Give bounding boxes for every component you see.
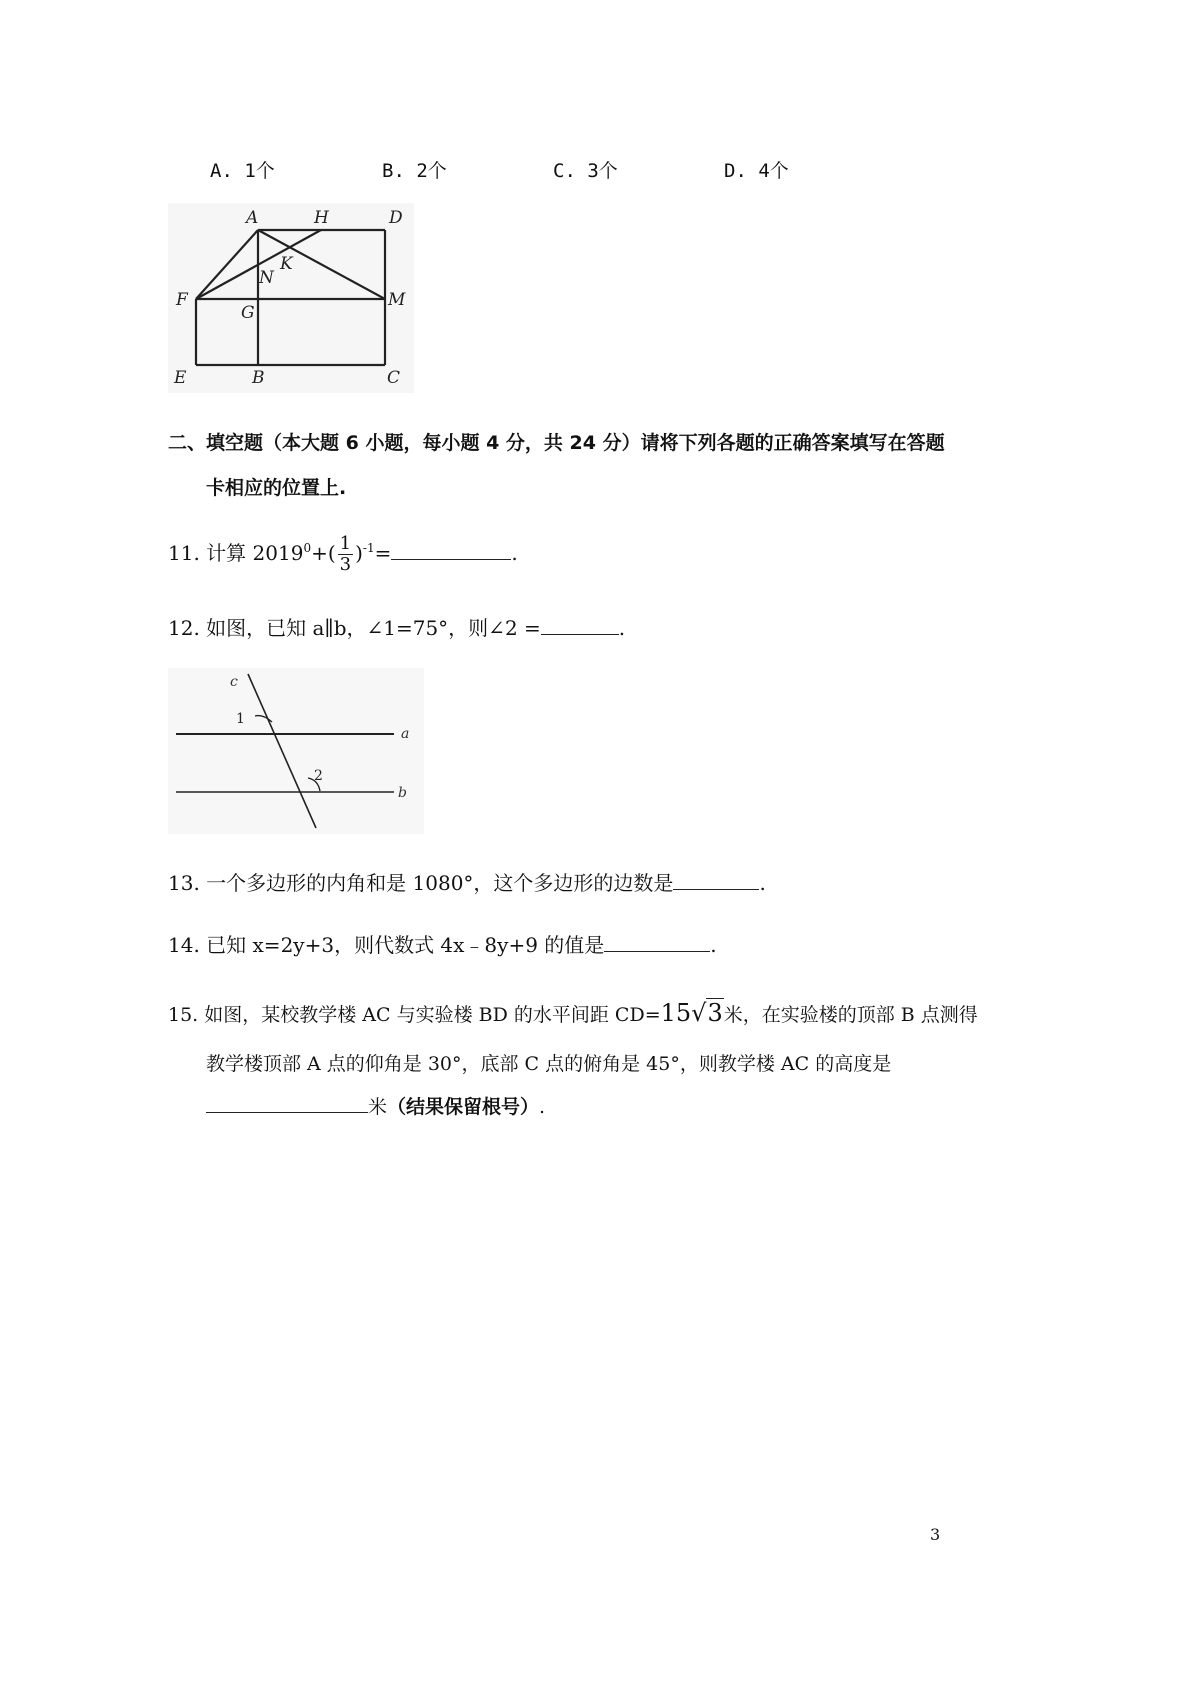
geometry-figure-rectangles	[168, 203, 414, 393]
q13-number: 13.	[168, 871, 200, 895]
q12-period: .	[618, 616, 626, 640]
q12-number: 12.	[168, 616, 200, 640]
q11-close-paren: )	[355, 540, 363, 565]
label-line-c: c	[230, 674, 238, 690]
q13-text: 一个多边形的内角和是 1080°，这个多边形的边数是	[206, 871, 674, 895]
section-heading-line2: 卡相应的位置上.	[206, 477, 347, 499]
label-H: H	[314, 208, 329, 228]
q15-period: .	[539, 1096, 546, 1118]
label-D: D	[389, 208, 403, 228]
label-line-b: b	[398, 785, 407, 801]
q12-answer-blank[interactable]	[541, 616, 619, 635]
q14-answer-blank[interactable]	[604, 933, 710, 952]
q11-text: 计算 2019	[206, 540, 304, 565]
label-A: A	[246, 208, 259, 228]
option-d: D. 4个	[724, 160, 789, 182]
label-G: G	[241, 303, 255, 323]
question-14	[168, 929, 717, 958]
q15-text2: 米，在实验楼的顶部 B 点测得	[723, 1004, 978, 1026]
q15-radical-expression: 15√3	[660, 999, 723, 1027]
q11-answer-blank[interactable]	[391, 541, 511, 560]
q14-text: 已知 x=2y+3，则代数式 4x﹣8y+9 的值是	[206, 933, 605, 957]
question-12	[168, 612, 625, 641]
q11-exponent-zero: 0	[303, 541, 312, 556]
option-c: C. 3个	[553, 160, 618, 182]
q11-open-paren: +(	[311, 540, 336, 565]
q15-answer-blank[interactable]	[206, 1094, 368, 1113]
q15-coefficient: 15	[660, 999, 692, 1027]
q11-equals: =	[374, 540, 392, 565]
q14-period: .	[710, 933, 717, 957]
label-B: B	[252, 368, 265, 388]
question-15-line1	[168, 999, 978, 1027]
option-a: A. 1个	[210, 160, 275, 182]
label-angle-1: 1	[236, 711, 245, 727]
question-15-line3	[206, 1092, 545, 1119]
q12-text: 如图，已知 a∥b，∠1=75°，则∠2 =	[206, 616, 541, 640]
question-13	[168, 867, 766, 896]
label-angle-2: 2	[314, 768, 323, 784]
q13-period: .	[759, 871, 766, 895]
label-F: F	[176, 290, 188, 310]
section-heading-line1: 二、填空题（本大题 6 小题，每小题 4 分，共 24 分）请将下列各题的正确答案填写在答题	[168, 432, 945, 454]
q13-answer-blank[interactable]	[673, 871, 759, 890]
label-N: N	[259, 268, 274, 288]
q11-fraction-denominator: 3	[339, 553, 352, 575]
q15-unit: 米	[368, 1096, 388, 1118]
question-11	[168, 534, 518, 575]
q14-number: 14.	[168, 933, 200, 957]
parallel-lines-figure	[168, 668, 424, 834]
q11-fraction	[338, 534, 353, 575]
label-M: M	[388, 290, 406, 310]
q11-exponent-neg-one: -1	[362, 541, 375, 556]
q15-number: 15.	[168, 1004, 199, 1026]
q11-number: 11.	[168, 540, 200, 565]
q11-fraction-numerator: 1	[339, 533, 352, 554]
q15-note: （结果保留根号）	[387, 1096, 540, 1118]
q15-radicand: 3	[707, 999, 723, 1027]
page-number: 3	[930, 1525, 941, 1544]
option-b: B. 2个	[382, 160, 447, 182]
label-K: K	[280, 254, 293, 274]
label-E: E	[174, 368, 187, 388]
label-line-a: a	[401, 726, 410, 742]
question-15-line2: 教学楼顶部 A 点的仰角是 30°，底部 C 点的俯角是 45°，则教学楼 AC 的高度是	[206, 1053, 892, 1075]
q11-period: .	[511, 540, 518, 565]
label-C: C	[387, 368, 401, 388]
q15-text1: 如图，某校教学楼 AC 与实验楼 BD 的水平间距 CD=	[204, 1004, 661, 1026]
